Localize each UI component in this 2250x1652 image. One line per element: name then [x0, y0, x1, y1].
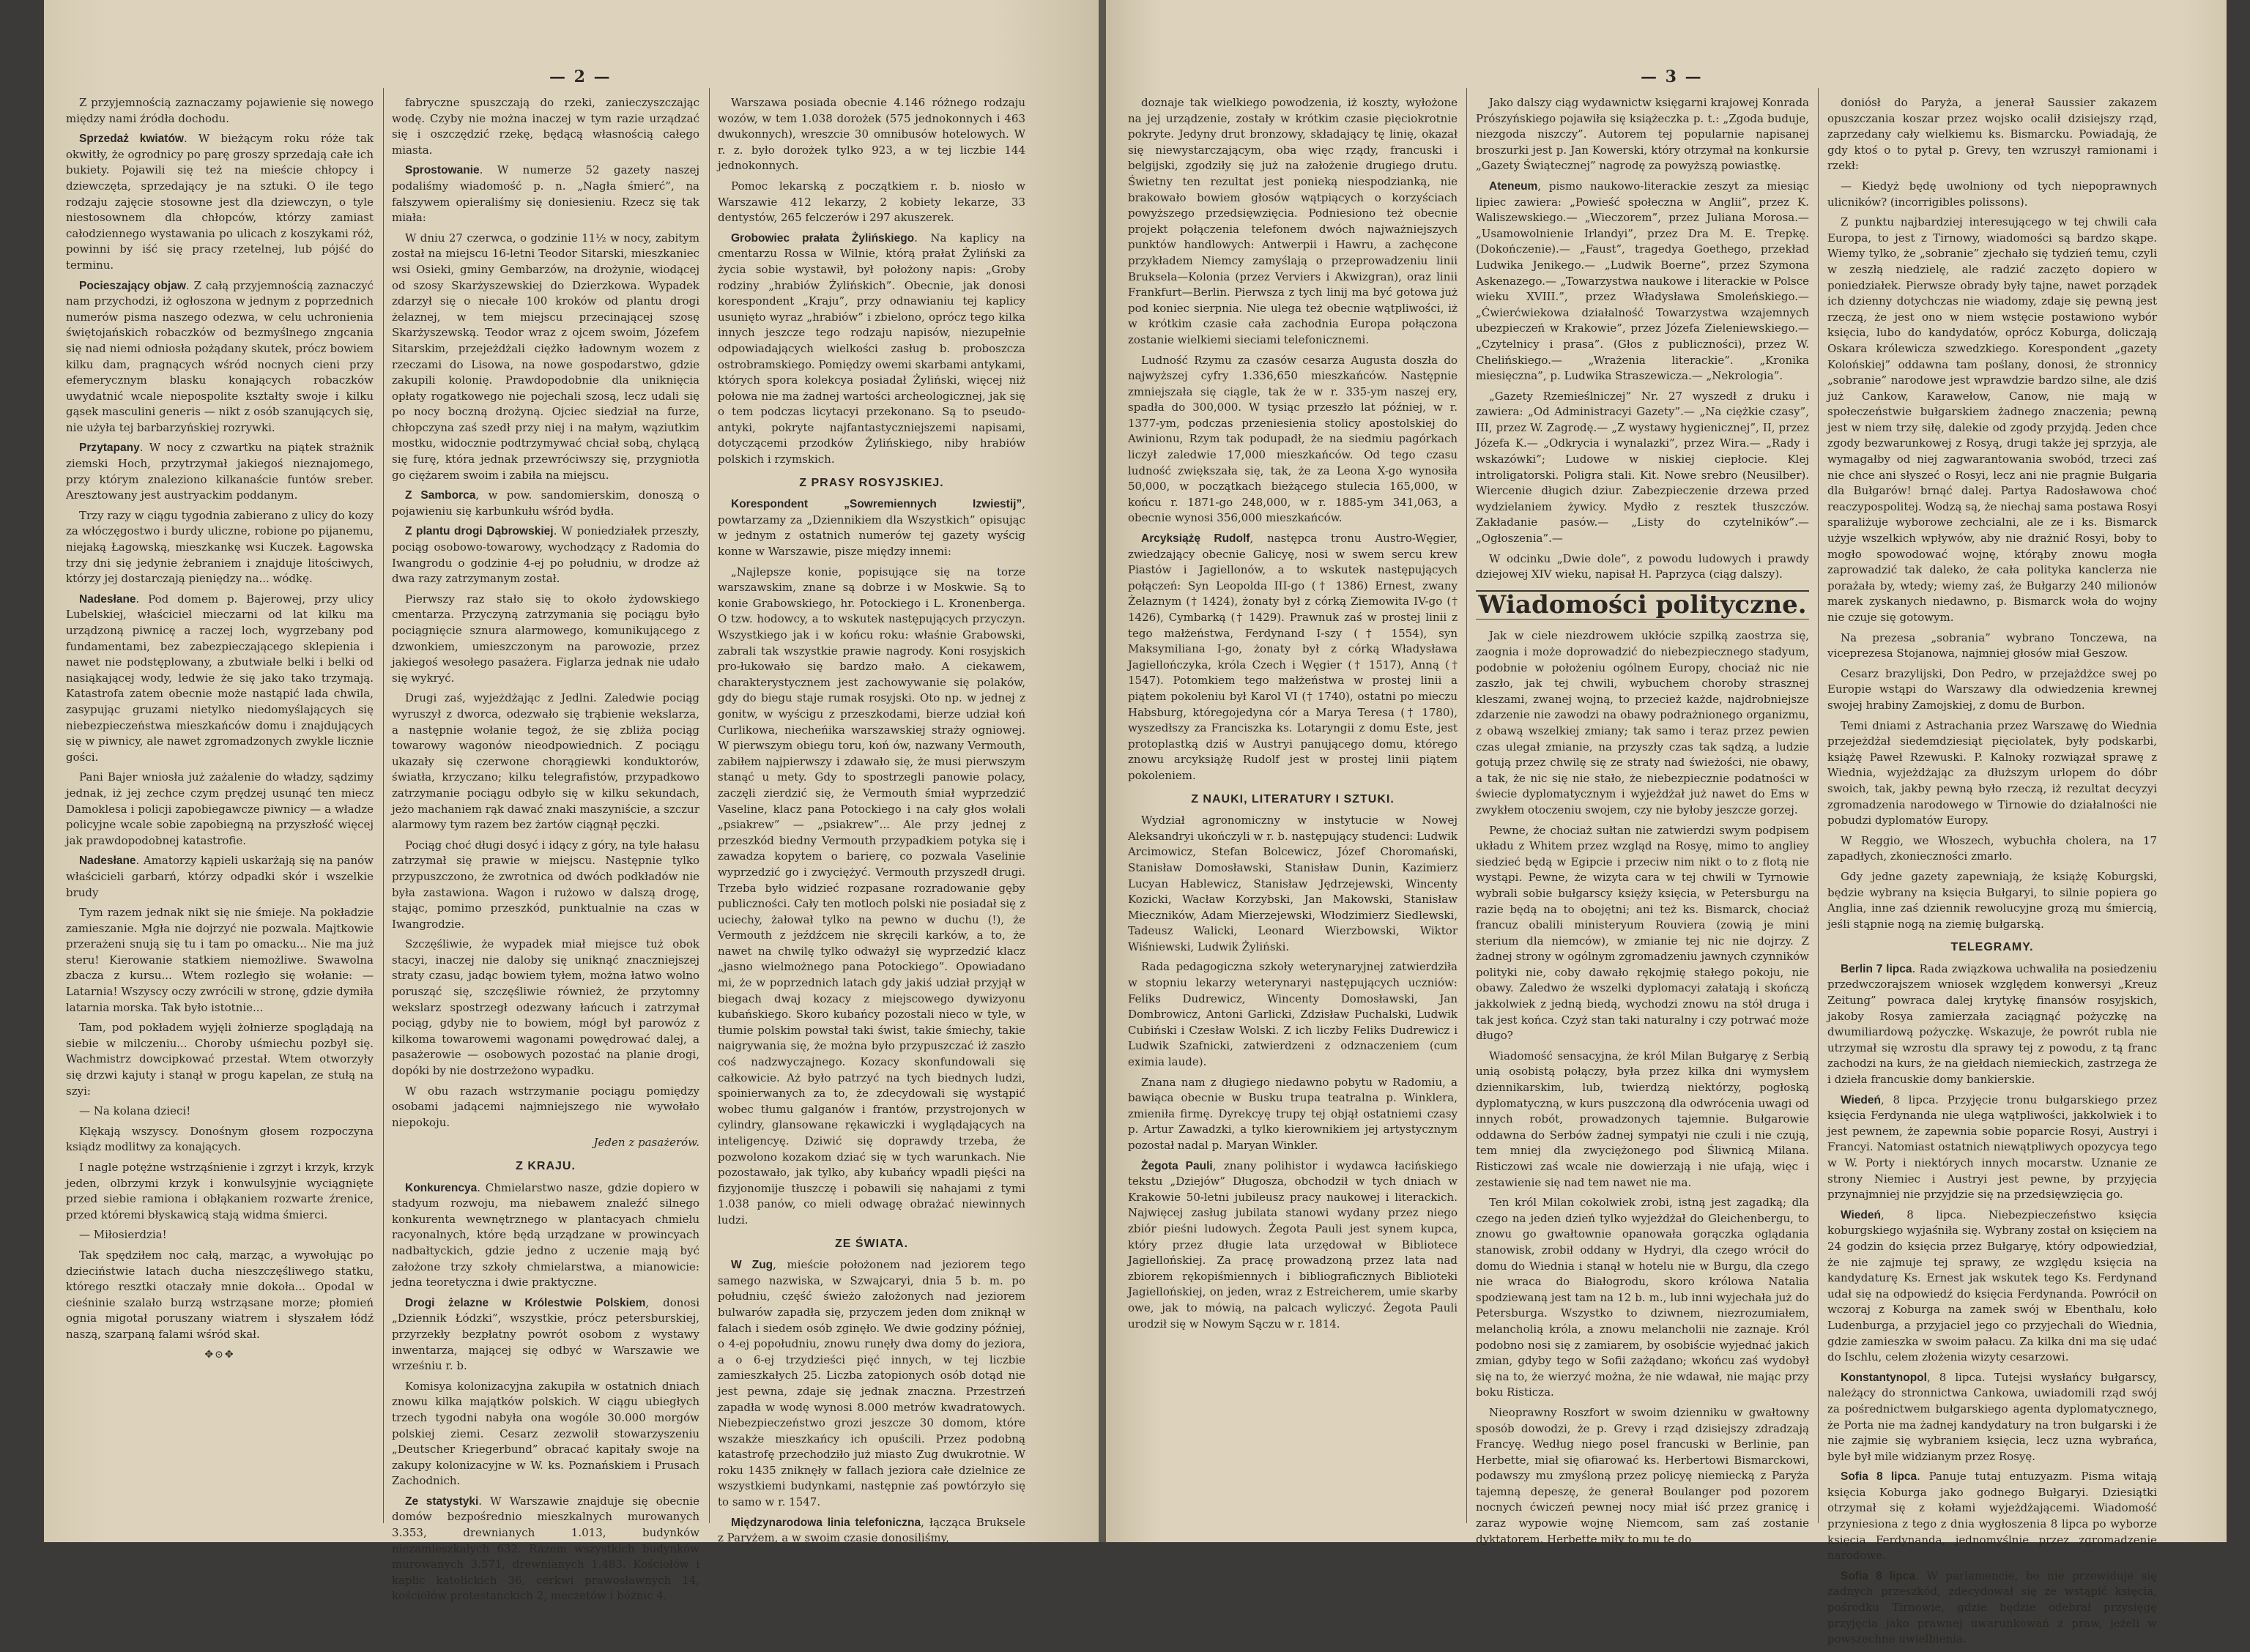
article-paragraph: Nadesłane. Amatorzy kąpieli uskarżają się na panów właścicieli garbarń, którzy odpadki skór i wszelkie brudy	[66, 854, 374, 899]
article-paragraph: Jak w ciele niezdrowem ukłócie szpilką zaostrza się, zaognia i może doprowadzić do niebezpiecznego stadyum, podobnie w położeniu ogólnem Europy, chociaż nic nie zaszło, jak tej chwili, wybuchem choroby strasznej kleszami, zwanej wojną, to przecież każde, najdrobniejsze zdarzenie nie zawodzi na obawy podrażnionego organizmu, z obawą wszelkiej zmiany; tak samo i teraz przez pewien czas ulegał zmianie, na przyszły czas tak sądzą, a ludzie gotują przez chwilę się ze straty nad świeżości, nie obawy, a tak, że nic się nie stało, że niebezpiecznie podatności w świecie dyplomatycznym i wyjeżdżał już nawet do Ems w zwykłem otoczeniu swojem, czy nie byłoby jeszcze gorzej.	[1476, 629, 1809, 816]
article-paragraph: Ten król Milan cokolwiek zrobi, istną jest zagadką; dla czego na jeden dzień tylko wyjeżdżał do Gleichenbergu, to znowu go gwałtownie opanowała gorączka oglądania stanowisk, zrobił oddany w Hydryi, dla czego wrócił do domu do Wiednia i stanął w hotelu nie w Burgu, dla czego nie wraca do Białogrodu, skoro królowa Natalia spodziewaną jest tam na 12 b. m., lub inni wyjechała już do Petersburga. Wszystko to dziwnem, niezrozumiałem, melancholią króla, a znowu melancholii nie zaznaje. Król podobno nosi się z zamiarem, by osobiście wyjednać jakich zmian, gdyby tego w Sofii zażądano; wkońcu zaś wydobył się na to, że wierzyć można, że nie wdawał, nie mając przy boku Risticza.	[1476, 1196, 1809, 1399]
article-paragraph: — Na kolana dzieci!	[79, 1104, 191, 1118]
article-paragraph: Pomoc lekarską z początkiem r. b. niosło w Warszawie 412 lekarzy, 2 kobiety lekarze, 33 dentystów, 265 felczerów i 297 akuszerek.	[718, 179, 1025, 225]
article-paragraph: Pewne, że chociaż sułtan nie zatwierdzi swym podpisem układu z Whitem przez wzgląd na Rosyę, mimo to angliey siedzieć będą w Egipcie i przeciw nim nikt o to z flotą nie wystąpi. Pewne, że wizyta cara w tej chwili w Tyrnowie wybrali sobie bułgarscy księży księcia, w Petersburgu na razie będą na to obojętni; ani też ks. Bismarck, chociaż francuz obalili ministeryum Rouviera (zowią je mini sterium dla niemców), w zmianie tej nic nie dojrzy. Z żadnej strony w ogólnym zgromadzeniu jawnych czynników polityki nie, coby dawało rękojmię stałego pokoju, nie obawy. Zaledwo że wszelki dyplomacyi załatają i skończą jakkolwiek z jedną biedą, wychodzi znowu na stół druga i tak jest końca. Czyż stan taki naturalny i czy potrwać może długo?	[1476, 823, 1809, 1043]
ornament: ✥⊙✥	[204, 1348, 235, 1361]
article-paragraph: Wiadomość sensacyjna, że król Milan Bułgaryę z Serbią unią osobistą połączy, była przez kilka dni wymysłem dziennikarskim, lub, twierdzą niektórzy, pogłoską dyplomatyczną, w kurs puszczoną dla odwrócenia uwagi od innych robót, prowadzonych tajemnie. Bułgarowie oddawna do Serbów żadnej sympatyi nie czuli i nie czują, tem mniej dla zwyciężonego pod Śliwnicą Milana. Risticzowi zaś wcale nie dowierzają i nie ufają, więc i zestawienie się nad tem nawet nie ma.	[1476, 1049, 1809, 1189]
article-paragraph: Ze statystyki. W Warszawie znajduje się obecnie domów bezpośrednio mieszkalnych murowanych 3.353, drewnianych 1.013, budynków niezamieszkałych 632. Razem wszystkich budynków murowanych 3.571, drewnianych 1.483. Kościołów i kaplic katolickich 36, cerkwi prawosławnych 14, kościołów protestanckich 2, meczetów i bóżnic 4.	[392, 1494, 699, 1603]
article-paragraph: Sprostowanie. W numerze 52 gazety naszej podaliśmy wiadomość p. n. „Nagła śmierć”, na fałszywem opieraliśmy się doniesieniu. Rzecz się tak miała:	[392, 163, 699, 225]
article-paragraph: Tam, pod pokładem wyjęli żołnierze spoglądają na siebie w milczeniu... Choroby uśmiechu pozbył się. Wachmistrz dowcipkować przestał. Wtem otworzyły się drzwi kajuty i stanął w progu kapelan, ze stułą na szyi:	[66, 1021, 374, 1098]
column-divider	[383, 88, 384, 1523]
article-paragraph: Pociąg choć długi dosyć i idący z góry, na tyle hałasu zatrzymał się prawie w miejscu. Następnie tylko przypuszczono, że zwrotnica od dwóch podkładów nie była zastawiona. Wagon i rużowo w dalszą drogę, stając, pomimo przeszkód, punktualnie na czas w Iwangrodzie.	[392, 838, 699, 931]
article-paragraph: — Kiedyż będę uwolniony od tych niepoprawnych ulicników? (incorrigibles polissons).	[1827, 179, 2157, 209]
article-paragraph: Drogi żelazne w Królestwie Polskiem, donosi „Dziennik Łódzki”, wszystkie, prócz petersburskiej, przyrzekły bezpłatny powrót osobom z wystawy inwentarza, mającej się odbyć w Warszawie we wrześniu r. b.	[392, 1295, 699, 1373]
article-paragraph: Z przyjemnością zaznaczamy pojawienie się nowego między nami źródła dochodu.	[66, 96, 374, 125]
article-paragraph: Pierwszy raz stało się to około żydowskiego cmentarza. Przyczyną zatrzymania się pociągu było pociągnięcie sznura alarmowego, komunikującego z dzwonkiem, umieszczonym na parowozie, przez jakiegoś wesołego pasażera. Figlarza jednak nie udało się wykryć.	[392, 592, 699, 685]
article-paragraph: Pocieszający objaw. Z całą przyjemnością zaznaczyć nam przychodzi, iż ogłoszona w jednym z poprzednich numerów pisma naszego odezwa, w celu uchronienia świętojańskich robaczków od bezmyślnego zngcania się nad niemi odniosła pożądany skutek, prócz bowiem kilku dam, pragnących wśród nocnych cieni przy efemerycznym blasku konających robaczków uwydatnić wcale niepospolite kształty swoje i kilku gąsek masculini generis — nikt z osób szanujących się, nie użyła tej barbarzyńskiej rozrywki.	[66, 278, 374, 434]
article-paragraph: Sofia 8 lipca. W parlamencie, bo nie przewiduje się żadnych przeszkód, zdecydował się ze wstąpić księcia, pośrodku Tirnowie, gdzie będzie odebrał przysięgę przyjęcia jako prawnej uwarunkowań z praw, jeżeli w powszechne uwielbienia.	[1827, 1569, 2157, 1646]
article-paragraph: Drugi zaś, wyjeżdżając z Jedlni. Zaledwie pociąg wyruszył z dworca, odezwało się trąbienie wekslarza, a następnie wołanie tegoż, że się zbliża pociąg towarowy wagonów nieodpowiednich. Z pociągu ukazały się czerwone chorągiewki konduktorów, światła, krzyczano; kilku telegrafistów, przypadkowo zatrzymanie pociągu odbyło się w kilku sekundach, jeżo machaniem rąk dawać znaki maszyniście, a szczur alarmowy tym razem bez żartów ciągnął pęczki.	[392, 691, 699, 832]
section-heading: Z NAUKI, LITERATURY I SZTUKI.	[1191, 792, 1395, 805]
section-heading: Z KRAJU.	[516, 1160, 576, 1172]
left-column-1	[66, 95, 374, 1363]
column-divider	[1466, 88, 1467, 1523]
left-column-3	[718, 95, 1025, 1551]
signature: Jeden z pasażerów.	[593, 1136, 699, 1150]
article-paragraph: fabryczne spuszczają do rzeki, zanieczyszczając wodę. Czyby nie można inaczej w tym razie urządzać się i oszczędzić rzekę, będącą własnością całego miasta.	[392, 96, 699, 157]
article-paragraph: I nagle potężne wstrząśnienie i zgrzyt i krzyk, krzyk jeden, olbrzymi krzyk i konwulsyjnie wyciągnięte przed siebie ramiona i obłąkaniem rozwarte źrenice, przed któremi błyskawicą stają widma śmierci.	[66, 1161, 374, 1221]
section-heading: TELEGRAMY.	[1950, 941, 2034, 954]
article-paragraph: — Miłosierdzia!	[79, 1228, 167, 1242]
section-title-politics: Wiadomości polityczne.	[1476, 590, 1809, 620]
article-paragraph: Z punktu najbardziej interesującego w tej chwili cała Europa, to jest z Tirnowy, wiadomości są bardzo skąpe. Wiemy tylko, że „sobranie” zjechało się tydzień temu, czyli w zeszłą niedzielę, ale radzić zaczęto dopiero w poniedziałek. Pierwsze obrady były tajne, nawet porządek ich dzienny dotychczas nie wiadomy, zdaje się pewną jest rzeczą, że jest ono w niem wstęcie postawiono wybór księcia, lubo do kandydatów, oprócz Koburga, doliczają Oskara królewicza szwedzkiego. Korespondent „gazety Kolońskiej” oddawna tam poślany, donosi, że stronnicy „sobranie” narodowe jest wprawdzie bardzo silne, ale dziś już Cankow, Karawełow, Canow, nie mają w społeczeństwie bułgarskiem żadnego znaczenia; pewną jest w niem trzy siłę, dalekie od zgody przyjdą. Jeden chce zgody bezwarunkowej z Rosyą, drugi także jej sprzyja, ale wymagałby od niej zagwarantowania swobód, trzeci zaś nie chce ani słyszeć o Rosyi, lecz ani nie pragnie Bułgaria dla Bułgarów! brnąć dalej. Partya Radosławowa choć reaczypospolitej. Wodzą są, że niechaj sama postawa Rosyi sparaliżuje wyborowe zechcialni, ale ze i ks. Bismarck użyje wszelkich wpływów, aby nie drażnić Rosyi, boby to mogło spowodować wojnę, którąby znowu mogła zaprowadzić tak daleko, że cała polityka kanclerza nie porażała by, wtedy; wiemy zaś, że Bułgarzy 240 milionów marek zyskanych niedawno, p. Bismarck woła do wojny nie czuje się gotowym.	[1827, 215, 2157, 624]
article-paragraph: Arcyksiążę Rudolf, następca tronu Austro-Węgier, zwiedzający obecnie Galicyę, nosi w swem sercu krew Piastów i Jagiellonów, a to wskutek następujących połączeń: Syn Leopolda III-go († 1386) Ernest, zwany Żelaznym († 1424), żonaty był z córką Ziemowita IV-go († 1426), Cymbarką († 1429). Prawnuk zaś w prostej linii z tego małżeństwa, Ferdynand I-szy († 1554), syn Maksymiliana I-go, żonaty był z córką Władysława Jagiellończyka, króla Czech i Węgier († 1517), Anną († 1547). Potomkiem tego małżeństwa w prostej linii a piątem pokoleniu był Karol VI († 1740), ostatni po mieczu Habsburg, któregojedyna cór a Marya Teresa († 1780), wyszedłszy za Franciszka ks. Lotaryngii z domu Este, jest protoplastką dziś w Austryi panującego domu, którego znowu arcyksiążę Rudolf jest w prostej linii piątem pokoleniem.	[1128, 532, 1458, 782]
column-divider	[1818, 88, 1819, 1523]
section-heading: Z PRASY ROSYJSKIEJ.	[799, 476, 944, 489]
article-paragraph: Międzynarodowa linia telefoniczna, łącząca Bruksele z Paryżem, a w swoim czasie donosiliśmy,	[718, 1515, 1025, 1545]
article-paragraph: Wiedeń, 8 lipca. Niebezpieczeństwo księcia koburgskiego wyjaśniła się. Wybrany został on księciem na 24 godzin do księcia przez Bułgaryę, który odpowiedział, że nie zajmuje tej sprawy, ze względu księcia na kandydaturę Ks. Ernest jak wskutek tego Ks. Ferdynand udał się na odpowiedź do księcia Ferdynanda. Powrócił on wczoraj z Koburga na zamek swój w Ebenthalu, koło Ludenburga, a przyjaciel jego co przyjechali do Wiednia, gdzie zamieszka w swoim pałacu. Za kilka dni ma się udać do Ischlu, celem złożenia wizyty cesarzowi.	[1827, 1208, 2157, 1364]
right-column-3	[1827, 95, 2157, 1652]
article-paragraph: Konkurencya. Chmielarstwo nasze, gdzie dopiero w stadyum rozwoju, ma niebawem znaleźć silnego konkurenta wewnętrznego w plantacyach chmielu racyonalnych, które będą urządzane w prowincyach nadbałtyckich, gdzie jedno z uczenie mają być założone trzy szkoły chmielarstwa, a mianowicie: jedna teoretyczna i dwie praktyczne.	[392, 1180, 699, 1290]
article-paragraph: Warszawa posiada obecnie 4.146 różnego rodzaju wozów, w tem 1.038 dorożek (575 jednokonnych i 463 dwukonnych), wreszcie 30 omnibusów hotelowych. W r. z. było dorożek tylko 923, a w tej liczbie 144 jednokonnych.	[718, 96, 1025, 173]
article-paragraph: W dniu 27 czerwca, o godzinie 11½ w nocy, zabitym został na miejscu 16-letni Teodor Sitarski, mieszkaniec wsi Osieki, gminy Gembarzów, na drożynie, wiodącej od szosy Skarżyszewskiej do Dzierzkowa. Wypadek zdarzył się o niecałe 100 kroków od plantu drogi żelaznej, w tem miejscu przecinającej szosę Skarżyszewską. Teodor wraz z ojcem swoim, Józefem Sitarskim, przejeżdżali ciężko ładownym wozem z rzeczami do Lisowa, na nowe gospodarstwo, gdzie zakupili kolonię. Prawdopodobnie dla uniknięcia opłaty rogatkowego nie pojechali szosą, lecz udali się po nocy boczną drożyną. Ojciec siedział na furze, chłopczyna zaś szedł przy niej i na małym, wąziutkim mostku, widocznie podtrzymywać chciał sobą, chylącą się furę, która jednak przewróciwszy się, przygniotła go ciężarem swoim i zabiła na miejscu.	[392, 231, 699, 482]
article-paragraph: Ludność Rzymu za czasów cesarza Augusta doszła do najwyższej cyfry 1.336,650 mieszkańców. Następnie zmniejszała się ciągle, tak że w r. 335-ym naszej ery, spadła do 300,000. W tysiąc przeszło lat później, w r. 1377-ym, podczas przeniesienia stolicy apostolskiej do Awinionu, Rzym tak podupadł, że na siedmiu pagórkach liczył zaledwie 17,000 mieszkańców. Od tego czasu ludność zwiększała się, tak, że za Leona X-go wynosiła 50,000, w początkach bieżącego stulecia 165,000, w końcu r. 1871-go 248,000, w r. 1885-ym 341,063, a obecnie wynosi 356,000 mieszkańców.	[1128, 353, 1458, 525]
article-paragraph: Znana nam z długiego niedawno pobytu w Radomiu, a bawiąca obecnie w Busku trupa teatralna p. Winklera, zmieniła firmę. Dyrekcyę trupy tej objął ostatniemi czasy p. Artur Zawadzki, a tylko kierownikiem jej artystycznym pozostał nadal p. Maryan Winkler.	[1128, 1075, 1458, 1152]
article-paragraph: W obu razach wstrzymanie pociągu pomiędzy osobami jadącemi najmniejszego nie wywołało niepokoju.	[392, 1084, 699, 1129]
article-paragraph: „Gazety Rzemieślniczej” Nr. 27 wyszedł z druku i zawiera: „Od Administracyi Gazety”.— „Na ciężkie czasy”, III, przez W. Zagrodę.— „Z wystawy hygienicznej”, II, przez Józefa K.— „Odkrycia i wynalazki”, przez Wira.— „Rady i wskazówki”; Ludowe w niskiej ciepłocie. Klej introligatorski. Poligra stali. Kit. Nowe srebro (Neusilber). Wiercenie długich dziur. Zabezpieczenie drzewa przed wydzielaniem żywicy. Mydło z resztek tłuszczów. Zakładanie pasów.— „Listy do czytelników”.— „Ogłoszenia”.—	[1476, 389, 1809, 546]
page-gutter	[1099, 0, 1106, 1542]
article-paragraph: Tym razem jednak nikt się nie śmieje. Na pokładzie zamieszanie. Mgła nie dojrzyć nie pozwala. Majtkowie przerażeni snują się tu i tam po omacku... Nie ma już steru! Kierowanie statkiem niemożliwe. Swawolna zbacza z kursu... Wtem rozległo się wołanie: — Latarnia! Wszyscy oczy zwrócili w stronę, gdzie dymiła latarnia morska. Tak było istotnie...	[66, 906, 374, 1014]
left-page	[44, 0, 1099, 1603]
article-paragraph: Z Samborca, w pow. sandomierskim, donoszą o pojawieniu się karbunkułu wśród bydła.	[392, 488, 699, 518]
article-paragraph: Rada pedagogiczna szkoły weterynaryjnej zatwierdziła w stopniu lekarzy weterynaryi następujących uczniów: Feliks Dudrewicz, Wincenty Domosławski, Jan Dombrowicz, Antoni Garlicki, Zdzisław Puchalski, Ludwik Cubiński i Czesław Wolski. Z ich liczby Feliks Dudrewicz i Ludwik Szafnicki, zatwierdzeni z odznaczeniem (cum eximia laude).	[1128, 960, 1458, 1069]
article-paragraph: W odcinku „Dwie dole”, z powodu ludowych i prawdy dziejowej XIV wieku, napisał H. Paprzyca (ciąg dalszy).	[1476, 551, 1809, 581]
right-column-2	[1476, 95, 1809, 1552]
article-paragraph: Temi dniami z Astrachania przez Warszawę do Wiednia przejeżdżał siedemdziesiąt pięciolatek, były podskarbi, książę Paweł Rzewuski. P. Kalnoky rozwiązał sprawę z Wiednia, wyjeżdżając za dłuższym urlopem do dóbr swoich, tak, jakby pewną było rzeczą, iż rezultat decyzyi zgromadzenia narodowego w Tirnowie do działalności nie pobudzi dyplomatów Europy.	[1827, 718, 2157, 827]
article-paragraph: Konstantynopol, 8 lipca. Tutejsi wysłańcy bułgarscy, należący do stronnictwa Cankowa, uwiadomili rząd swój za pośrednictwem bułgarskiego agenta dyplomatycznego, że Porta nie ma żadnej kandydatury na tron bułgarski i że nie zajmie się wybraniem księcia, lecz uzna wybrańca, byle był mile widzianym przez Rosyę.	[1827, 1370, 2157, 1463]
article-paragraph: Berlin 7 lipca. Rada związkowa uchwaliła na posiedzeniu przedwczorajszem wniosek względem konwersyi „Kreuz Zeitung” powraca dalej krytykę finansów rosyjskich, jakoby Rosya zamierzała zaciągnąć pożyczkę na dwumiliardową pożyczkę. Wskazuje, że powrót rubla nie utrzymał się wzrostu dla sprawy tej z powodu, z tą franc zachodzi na kurs, że na giełdach niemieckich, zastrzega że i dzieła francuskie domy bankierskie.	[1827, 961, 2157, 1087]
article-paragraph: Trzy razy w ciągu tygodnia zabierano z ulicy do kozy za włóczęgostwo i burdy uliczne, robione po pijanemu, niejaką Łagowską, mieszkankę wsi Kuczek. Łagowska trzy dni się jedynie żebraniem i znajduje litościwych, którzy jej dostarczają pieniędzy na... wódkę.	[66, 508, 374, 586]
right-page	[1106, 0, 2227, 1646]
page-number-left: — 2 —	[549, 67, 612, 86]
page-number-right: — 3 —	[1641, 67, 1703, 86]
article-paragraph: Wydział agronomiczny w instytucie w Nowej Aleksandryi ukończyli w r. b. następujący studenci: Ludwik Arcimowicz, Stefan Bolcewicz, Józef Choromański, Stanisław Domosławski, Stanisław Dunin, Kazimierz Lucyan Hablewicz, Stanisław Jędrzejewski, Wincenty Kozicki, Wacław Korzybski, Jan Makowski, Stanisław Mieczników, Adam Mierzejewski, Włodzimierz Siedlewski, Tadeusz Walicki, Leonard Wierzbowski, Wiktor Wiśniewski, Ludwik Żyliński.	[1128, 814, 1458, 953]
article-paragraph: Sprzedaż kwiatów. W bieżącym roku róże tak okwitły, że ogrodnicy po parę groszy sprzedają całe ich bukiety. Pojawili się też na mieście chłopcy i dziewczęta, sprzedający je na sztuki. O ile tego rodzaju zajęcie stosowne jest dla dziewczyn, o tyle niestosownem dla chłopców, którzy zamiast całodziennego wystawania po ulicach z koszykami róż, powinni by iść się pracy rzetelnej, lub pójść do terminu.	[66, 132, 374, 272]
article-paragraph: Pani Bajer wniosła już zażalenie do władzy, sądzimy jednak, iż jej zechce czym prędzej usunąć ten miecz Damoklesa i policji zapobiegawcze piwnicy — a władze policyjne wcale sobie zapobiegną na przyszłość więcej jak prawdopodobnej katastrofie.	[66, 770, 374, 847]
article-paragraph: Cesarz brazylijski, Don Pedro, w przejażdżce swej po Europie wstąpi do Warszawy dla odwiedzenia krewnej swojej hrabiny Zamojskiej, z domu de Burbon.	[1827, 666, 2157, 712]
article-paragraph: Gdy jedne gazety zapewniają, że książę Koburgski, będzie wybrany na księcia Bułgaryi, to silnie popiera go Anglia, inne zaś dziennik rewolucyjne grozą mu śmiercią, jeśli stąpnie nogą na ziemię bułgarską.	[1827, 869, 2157, 931]
article-paragraph: „Najlepsze konie, popisujące się na torze warszawskim, znane są dobrze i w Moskwie. Są to konie Grabowskiego, hr. Potockiego i L. Kronenberga. O tzw. hodowcy, a to wskutek następujących przyczyn. Wszystkiego jak i w końcu roku: właśnie Grabowski, zabrali tak wszystkie prawie nagrody. Koni rosyjskich pro-łukowało się bardzo mało. A ciekawem, charakterystycznem jest zachowywanie się polaków, gdy do biegu staje rumak rosyjski. Oto np. w jednej z gonitw, w wyścigu z przeszkodami, bierze udział koń Curlikowa, niecheńika warszawskiej straży ogniowej. W pierwszym obiegu toru, koń ów, nazwany Vermouth, zabiłem najpierwszy i zdawało się, że musi pierwszym stanąć u mety. Gdy to spostrzegli panowie polacy, zaczęli zierdzić się, że Vermouth śmiał wyprzedzić Vaseline, klacz pana Potockiego i na cały głos wołali „psiakrew” — „psiakrew”... Ale przy jednej z przeszkód biedny Vermouth przypadkiem potyka się i zawadza kopytem o barierę, co pozwala Vaselinie wyprzedzić go i zwyciężyć. Vermouth przyszedł drugi. Trzeba było widzieć rozpasane rozradowanie gęby publiczności. Cały ten motloch polski nie posiadał się z uciechy, żałował tylko na pewno w duchu (!), że Vermouth z jeźdźcem nie skręcili karków, a to, że nawet na chwilę tylko odważył się wyprzedzić klacz „jasno wielmożnego pana Potockiego”. Opowiadano mi, że w poprzednich latach gdy jakiś udział przyjął w biegach dwaj kozacy z miejscowego dywizyonu kubańskiego. Skoro kubańcy pozostali nieco w tyle, w tłumie polskim powstał taki świst, takie śmiechy, takie naigrywania się, że można było przypuszczać iż zaszło coś nadzwyczajnego. Kozacy skonfundowali się całkowicie. Aż było patrzyć na tych biednych ludzi, spoinierwanych za to, że zdecydowali się wystąpić wobec tłumu galganów i frantów, przystrojonych w cylindry, glansowane rękawiczki i wyglądających na inteligencyę. Dziwić się doprawdy trzeba, że pozwolono kozakom dziać się w tych warunkach. Nie pozostawało, jak tylko, aby kubańcy wpadli pięści na fizyjonomije tłuszczę i pobawili się nahajami z tymi 1.038 panów, co mieli odwagę obrażać niewinnych ludzi.	[718, 565, 1025, 1227]
article-paragraph: Jako dalszy ciąg wydawnictw księgarni krajowej Konrada Prószyńskiego pojawiła się książeczka p. t.: „Zgoda buduje, niezgoda niszczy”. Autorem tej popularnie napisanej broszurki jest p. Jan Kowerski, który otrzymał na konkursie „Gazety Świątecznej” nagrodę za powyższą powiastkę.	[1476, 96, 1809, 173]
column-divider	[709, 88, 710, 1523]
article-paragraph: Grobowiec prałata Żylińskiego. Na kaplicy na cmentarzu Rossa w Wilnie, którą prałat Żyliński za życia sobie wystawił, był położony napis: „Groby rodziny „hrabiów Żylińskich”. Obecnie, jak donosi korespondent „Kraju”, przy odnawianiu tej kaplicy usunięto wyraz „hrabiów” i zbielono, oprócz tego kilka innych jeszcze tego rodzaju napisów, niezupełnie odpowiadających wielkości zasług b. proboszcza ostrobramskiego. Pomiędzy owemi skarbami antykami, których spora kolekcya posiadał Żyliński, więcej niż połowa nie ma żadnej wartości archeologicznej, jak się o tem podczas licytacyi przekonano. Są to pseudo-antyki, pokryte najfantastyczniejszemi napisami, dotyczącemi przodków Żylińskiego, niby hrabiów polskich i rzymskich.	[718, 231, 1026, 466]
article-paragraph: Korespondent „Sowremiennych Izwiestij”, powtarzamy za „Dziennikiem dla Wszystkich” opisując w jednym z ostatnich numerów tej gazety wyścig konne w Warszawie, pisze między innemi:	[718, 497, 1025, 559]
article-paragraph: Komisya kolonizacyjna zakupiła w ostatnich dniach znowu kilka majątków polskich. W ciągu ubiegłych trzech tygodni nabyła ona wogóle 30.000 morgów polskiej ziemi. Cesarz zezwolił stowarzyszeniu „Deutscher Kriegerbund” obracać kapitały swoje na zakupy kolonizacyjne w W. ks. Poznańskiem i Prusach Zachodnich.	[392, 1379, 699, 1488]
article-paragraph: Nieoprawny Roszfort w swoim dzienniku w gwałtowny sposób dowodzi, że p. Grevy i rząd dzisiejszy zdradzają Francyę. Według niego posel francuski w Berlinie, pan Herbette, miał się ofiarować ks. Herbertowi Bismarckowi, podawszy mu zmyśloną przez policyę niemiecką z Paryża tajemną depeszę, że generał Boulanger pod pozorem nocnych ćwiczeń pewnej nocy miał iść przez granicę i zaraz wypowie wojnę Niemcom, sam zaś zostanie dyktatorem. Herbette miły to mu te do	[1476, 1405, 1809, 1546]
article-paragraph: Żegota Pauli, znany polihistor i wydawca łacińskiego tekstu „Dziejów” Długosza, obchodził w tych dniach w Krakowie 50-letni jubileusz pracy naukowej i literackich. Najwięcej zasług jubilata stanowi wydany przez niego zbiór pieśni ludowych. Żegota Pauli jest synem kupca, który przez długie lata urzędował w Bibliotece Jagiellońskiej. Za pracę prowadzoną przez lata nad zbiorem rękopiśmiennych i bibliograficznych Biblioteki Jagiellońskiej, on jeden, wraz z Estreicherem, umie skarby owe, jak to mówią, na palcach wyliczyć. Żegota Pauli urodził się w Nowym Sączu w r. 1814.	[1128, 1158, 1458, 1331]
article-paragraph: Szczęśliwie, że wypadek miał miejsce tuż obok stacyi, inaczej nie daloby się uniknąć znaczniejszej straty czasu, jadąc bowiem tyłem, można łatwo wolno porusząć się, szczęśliwie również, że przytomny wekslarz spostrzegł odezwany łańcuch i zatrzymał pociąg, gdyby nie to bowiem, mógł był parowóz z kilkoma towarowemi wagonami powędrować dalej, a pasażerowie — osobowych pozostać na planie drogi, dopóki by nie dostrzeżono wypadku.	[392, 937, 699, 1078]
section-heading: ZE ŚWIATA.	[834, 1237, 909, 1250]
left-column-2	[392, 95, 699, 1609]
article-paragraph: Przytapany. W nocy z czwartku na piątek strażnik ziemski Hoch, przytrzymał jakiegoś nieznajomego, przy którym znaleziono kilkanaście funtów sreber. Aresztowany jest austryackim poddanym.	[66, 441, 374, 502]
article-paragraph: Tak spędziłem noc całą, marząc, a wywołując po dzieciństwie latach ducha nieszczęśliwego statku, którego resztki otaczały mnie dokoła... Opodal w cieśninie szalało burzą wstrząsane morze; płomień ognia migotał poruszany wiatrem i słyszałem łódź naszą, szarpaną falami wśród skał.	[66, 1248, 374, 1341]
article-paragraph: Z plantu drogi Dąbrowskiej. W poniedziałek przeszły, pociąg osobowo-towarowy, wychodzący z Radomia do Iwangrodu o godzinie 4-ej po południu, w drodze aż dwa razy zatrzymanym został.	[392, 524, 699, 586]
article-paragraph: Nadesłane. Pod domem p. Bajerowej, przy ulicy Lubelskiej, właściciel mieczarni od lat kilku ma urządzoną piwnicę a raczej loch, wygrzebany pod fundamentami, bez zabezpieczającego sklepienia i nawet nie podstęplowany, a zbutwiałe belki i belki od nasiąkającej wody, ledwie że się jako tako trzymają. Katastrofa zatem obecnie może nastąpić lada chwila, zasypując gruzami nietylko niedomyślających się niebezpieczeństwa mieszkańców domu i znajdujących się w piwnicy, ale nawet zgromadzonych zwykle licznie gości.	[66, 592, 374, 764]
article-paragraph: Klękają wszyscy. Donośnym głosem rozpoczyna ksiądz modlitwy za konających.	[66, 1124, 374, 1154]
article-paragraph: Wiedeń, 8 lipca. Przyjęcie tronu bułgarskiego przez księcia Ferdynanda nie ulega wątpliwości, jakkolwiek i to jest pewnem, że zapewnia sobie poparcie Rosyi, Austryi i Francyi. Natomiast ostatnich niewątpliwych opozycya tego w W. Porty i niektórych innych mocarstw. Uznanie ze strony Niemiec i Austryi jest pewne, by przyjęcia przynajmniej nie przyjdzie się na przedsięwzięcia go.	[1827, 1093, 2157, 1202]
article-paragraph: Na prezesa „sobrania” wybrano Tonczewa, na viceprezesa Stojanowa, najmniej głosów miał Geszow.	[1827, 630, 2157, 661]
article-paragraph: doznaje tak wielkiego powodzenia, iż koszty, wyłożone na jej urządzenie, zostały w krótkim czasie pięciokrotnie pokryte. Jedyny drut bronzowy, składający tę linię, okazał się niewystarczającym, oba więc rządy, francuski i belgijski, zgodziły się już na założenie drugiego drutu. Świetny ten rezultat jest ponieką niespodzianką, nie brakowało bowiem głosów wątpiących o korzyściach powyższego przedsięwzięcia. Podniesiono też obecnie projekt połączenia telefonem dwóch najważniejszych punktów handlowych: Antwerpii i Hawru, a zachęcone przykładem Niemcy zamyślają o przeprowadzeniu linii Bruksela—Kolonia (przez Verviers i Akwizgran), oraz linii Frankfurt—Berlin. Pierwsza z tych linij ma być gotowa już pod koniec sierpnia. Nie ulega też obecnie wątpliwości, iż w krótkim czasie cała zachodnia Europa połączona zostanie wielkiemi sieciami telefonicznemi.	[1128, 96, 1458, 346]
article-paragraph: W Reggio, we Włoszech, wybuchła cholera, na 17 zapadłych, zkonieczności zmarło.	[1827, 833, 2157, 863]
article-paragraph: W Zug, mieście położonem nad jeziorem tego samego nazwiska, w Szwajcaryi, dnia 5 b. m. po południu, część świeżo założonych nad jeziorem bulwarów zapadła się, przyczem jeden dom zniknął w falach i siedem osób zginęło. We dwie godziny później, o 4-ej popołudniu, znowu runęły dwa domy do jeziora, a o 6-ej trzydzieści pięć innych, w tej liczbie zamieszkałych 25. Liczba zatopionych osób dotąd nie jest pewna, zdaje się jednak znaczna. Przestrzeń zapadła w wodę wynosi 8.000 metrów kwadratowych. Niebezpieczeństwo grozi jeszcze 30 domom, które wszakże mieszkańcy ich opuścili. Przez podobną katastrofę przechodziło już miasto Zug dwukrotnie. W roku 1435 zniknęły w fallach jeziora całe dzielnice ze wszystkiemi budynkami, następnie zaś powtórzyło się to samo w r. 1547.	[718, 1258, 1025, 1509]
article-paragraph: Ateneum, pismo naukowo-literackie zeszyt za miesiąc lipiec zawiera: „Powieść społeczna w Anglii”, przez K. Waliszewskiego.— „Wieczorem”, przez Juliana Morosa.— „Usamowolnienie Irlandyi”, przez Dra M. E. Trepkę. (Dokończenie).— „Faust”, tragedya Goethego, przekład Ludwika Jenikego.— „Ludwik Boerne”, przez Szymona Askenazego.— „Towarzystwa naukowe i literackie w Polsce wieku XVIII.”, przez Władysława Smoleńskiego.— „Ćwierćwiekowa działalność Towarzystwa wzajemnych ubezpieczeń w Krakowie”, przez Józefa Zieleniewskiego.— „Czytelnicy i prasa”. (Głos z publiczności), przez W. Chelińskiego.— „Wrażenia literackie”. „Kronika miesięczna”, p. Ludwika Straszewicza.— „Nekrologia”.	[1476, 179, 1809, 383]
right-column-1	[1128, 95, 1458, 1336]
article-paragraph: Sofia 8 lipca. Panuje tutaj entuzyazm. Pisma witają księcia Koburga jako godnego Bułgaryi. Dziesiątki otrzymał się z kołami wyjeżdżającemi. Wiadomość przyniesiona z tego z dnia wygłoszenia 8 lipca po wyborze księcia Ferdynanda, jednomyślnie przez zgromadzenie narodowe.	[1827, 1470, 2157, 1563]
article-paragraph: doniósł do Paryża, a jenerał Saussier zakazem opuszczania koszar przez wojsko ocalił dzisiejszy rząd, zaprzedany cały wielkiemu ks. Bismarcku. Powiadają, że gdy ktoś o to pytał p. Grevy, ten wzruszył ramionami i rzekł:	[1827, 96, 2157, 173]
